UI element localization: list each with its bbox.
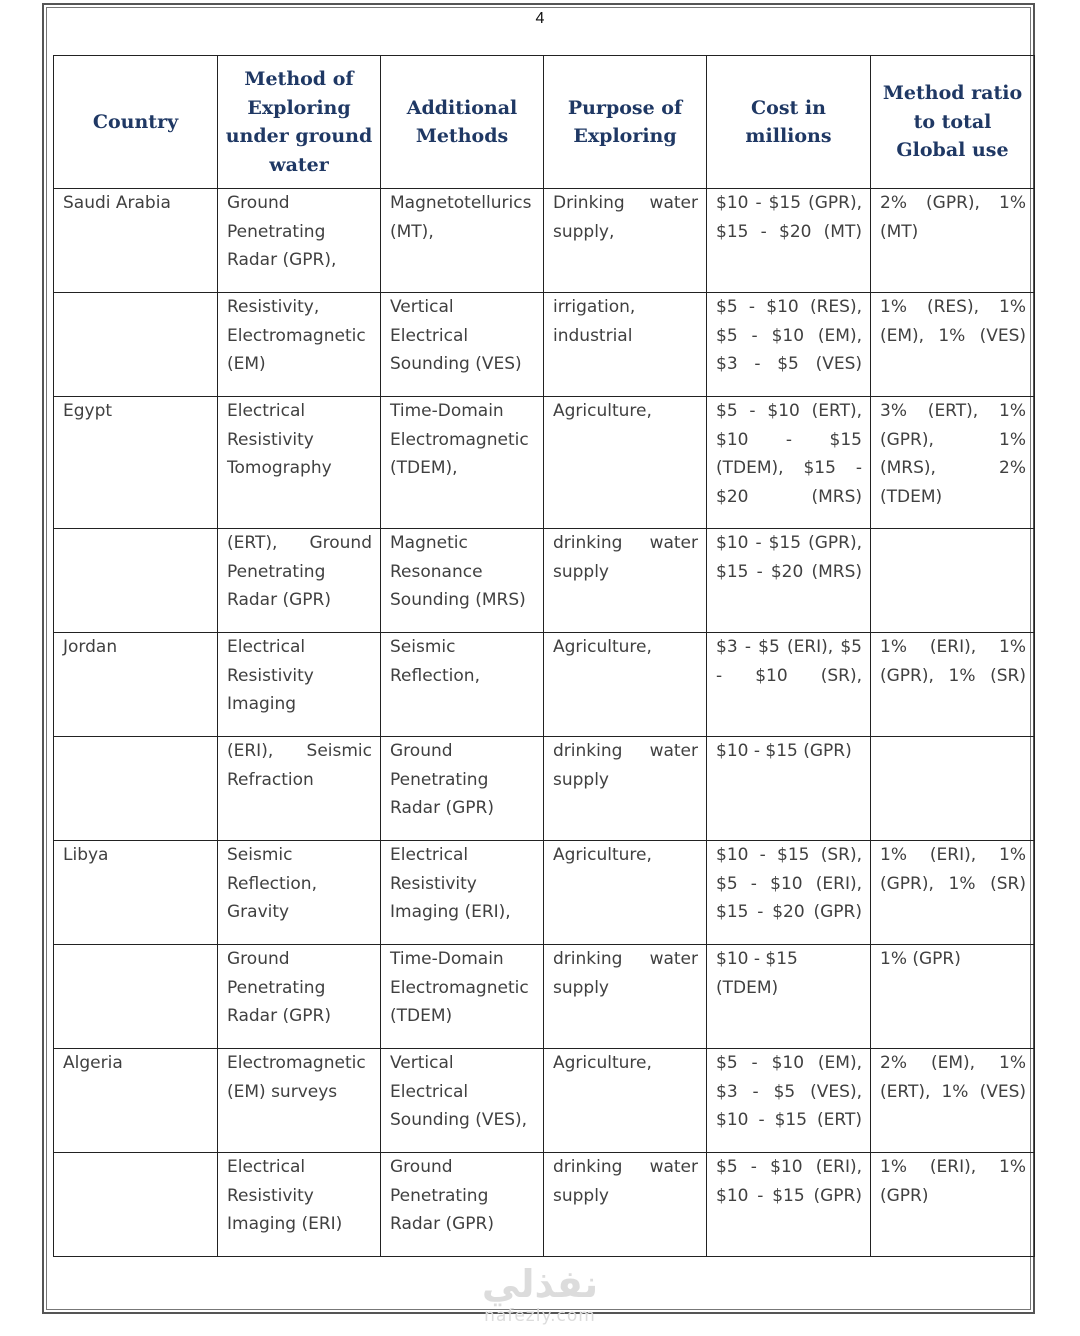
page-number: 4	[535, 10, 545, 27]
cell-country: Algeria	[54, 1049, 218, 1153]
cell-method: (ERT), Ground Penetrating Radar (GPR)	[218, 529, 381, 633]
cell-purpose: drinking water supply	[544, 529, 707, 633]
cell-additional-methods: Magnetotellurics (MT),	[381, 189, 544, 293]
cell-method: Ground Penetrating Radar (GPR)	[218, 945, 381, 1049]
table-row	[54, 945, 1035, 1049]
watermark-arabic: نفذلي	[481, 1262, 599, 1306]
cell-ratio	[871, 737, 1035, 841]
cell-purpose: drinking water supply	[544, 1153, 707, 1257]
cell-ratio: 3% (ERT), 1% (GPR), 1% (MRS), 2% (TDEM)	[871, 397, 1035, 529]
cell-method: Resistivity, Electromagnetic (EM)	[218, 293, 381, 397]
cell-additional-methods: Ground Penetrating Radar (GPR)	[381, 1153, 544, 1257]
cell-cost: $10 - $15 (GPR), $15 - $20 (MRS)	[707, 529, 871, 633]
watermark-latin: nafezly.com	[484, 1306, 596, 1326]
cell-method: (ERI), Seismic Refraction	[218, 737, 381, 841]
table-row	[54, 1049, 1035, 1153]
cell-method: Electrical Resistivity Imaging	[218, 633, 381, 737]
table-row	[54, 1153, 1035, 1257]
watermark-logo	[470, 1262, 610, 1326]
header-method: Method of Exploring under ground water	[218, 56, 381, 189]
cell-country: Libya	[54, 841, 218, 945]
cell-method: Electromagnetic (EM) surveys	[218, 1049, 381, 1153]
table-row	[54, 293, 1035, 397]
cell-cost: $5 - $10 (EM), $3 - $5 (VES), $10 - $15 (ERT)	[707, 1049, 871, 1153]
cell-country	[54, 293, 218, 397]
cell-country: Egypt	[54, 397, 218, 529]
cell-additional-methods: Time-Domain Electromagnetic (TDEM)	[381, 945, 544, 1049]
table-row	[54, 633, 1035, 737]
cell-method: Seismic Reflection, Gravity	[218, 841, 381, 945]
cell-ratio: 2% (EM), 1% (ERT), 1% (VES)	[871, 1049, 1035, 1153]
cell-purpose: Drinking water supply,	[544, 189, 707, 293]
cell-ratio: 1% (ERI), 1% (GPR)	[871, 1153, 1035, 1257]
cell-purpose: irrigation, industrial	[544, 293, 707, 397]
cell-ratio	[871, 529, 1035, 633]
cell-country	[54, 737, 218, 841]
cell-cost: $10 - $15 (SR), $5 - $10 (ERI), $15 - $20 (GPR)	[707, 841, 871, 945]
cell-method: Ground Penetrating Radar (GPR),	[218, 189, 381, 293]
cell-country	[54, 945, 218, 1049]
cell-ratio: 1% (RES), 1% (EM), 1% (VES)	[871, 293, 1035, 397]
cell-country	[54, 1153, 218, 1257]
cell-method: Electrical Resistivity Tomography	[218, 397, 381, 529]
table-header-row	[54, 56, 1035, 189]
cell-cost: $5 - $10 (ERT), $10 - $15 (TDEM), $15 - $20 (MRS)	[707, 397, 871, 529]
cell-ratio: 1% (GPR)	[871, 945, 1035, 1049]
header-additional-methods: Additional Methods	[381, 56, 544, 189]
cell-additional-methods: Seismic Reflection,	[381, 633, 544, 737]
cell-country: Jordan	[54, 633, 218, 737]
cell-country: Saudi Arabia	[54, 189, 218, 293]
header-method-ratio: Method ratio to total Global use	[871, 56, 1035, 189]
cell-ratio: 1% (ERI), 1% (GPR), 1% (SR)	[871, 633, 1035, 737]
cell-cost: $5 - $10 (ERI), $10 - $15 (GPR)	[707, 1153, 871, 1257]
table-row	[54, 841, 1035, 945]
cell-purpose: drinking water supply	[544, 737, 707, 841]
cell-additional-methods: Magnetic Resonance Sounding (MRS)	[381, 529, 544, 633]
cell-cost: $10 - $15 (GPR)	[707, 737, 871, 841]
table-row	[54, 189, 1035, 293]
cell-ratio: 1% (ERI), 1% (GPR), 1% (SR)	[871, 841, 1035, 945]
cell-purpose: drinking water supply	[544, 945, 707, 1049]
cell-additional-methods: Vertical Electrical Sounding (VES),	[381, 1049, 544, 1153]
table-row	[54, 737, 1035, 841]
cell-method: Electrical Resistivity Imaging (ERI)	[218, 1153, 381, 1257]
cell-cost: $10 - $15 (GPR), $15 - $20 (MT)	[707, 189, 871, 293]
groundwater-methods-table	[53, 55, 1035, 1257]
cell-ratio: 2% (GPR), 1% (MT)	[871, 189, 1035, 293]
header-country: Country	[54, 56, 218, 189]
cell-purpose: Agriculture,	[544, 1049, 707, 1153]
table-row	[54, 397, 1035, 529]
cell-cost: $5 - $10 (RES), $5 - $10 (EM), $3 - $5 (VES)	[707, 293, 871, 397]
cell-purpose: Agriculture,	[544, 633, 707, 737]
cell-additional-methods: Time-Domain Electromagnetic (TDEM),	[381, 397, 544, 529]
cell-purpose: Agriculture,	[544, 397, 707, 529]
cell-cost: $3 - $5 (ERI), $5 - $10 (SR),	[707, 633, 871, 737]
cell-additional-methods: Electrical Resistivity Imaging (ERI),	[381, 841, 544, 945]
cell-purpose: Agriculture,	[544, 841, 707, 945]
cell-cost: $10 - $15 (TDEM)	[707, 945, 871, 1049]
cell-additional-methods: Vertical Electrical Sounding (VES)	[381, 293, 544, 397]
cell-additional-methods: Ground Penetrating Radar (GPR)	[381, 737, 544, 841]
header-purpose: Purpose of Exploring	[544, 56, 707, 189]
cell-country	[54, 529, 218, 633]
table-row	[54, 529, 1035, 633]
header-cost: Cost in millions	[707, 56, 871, 189]
